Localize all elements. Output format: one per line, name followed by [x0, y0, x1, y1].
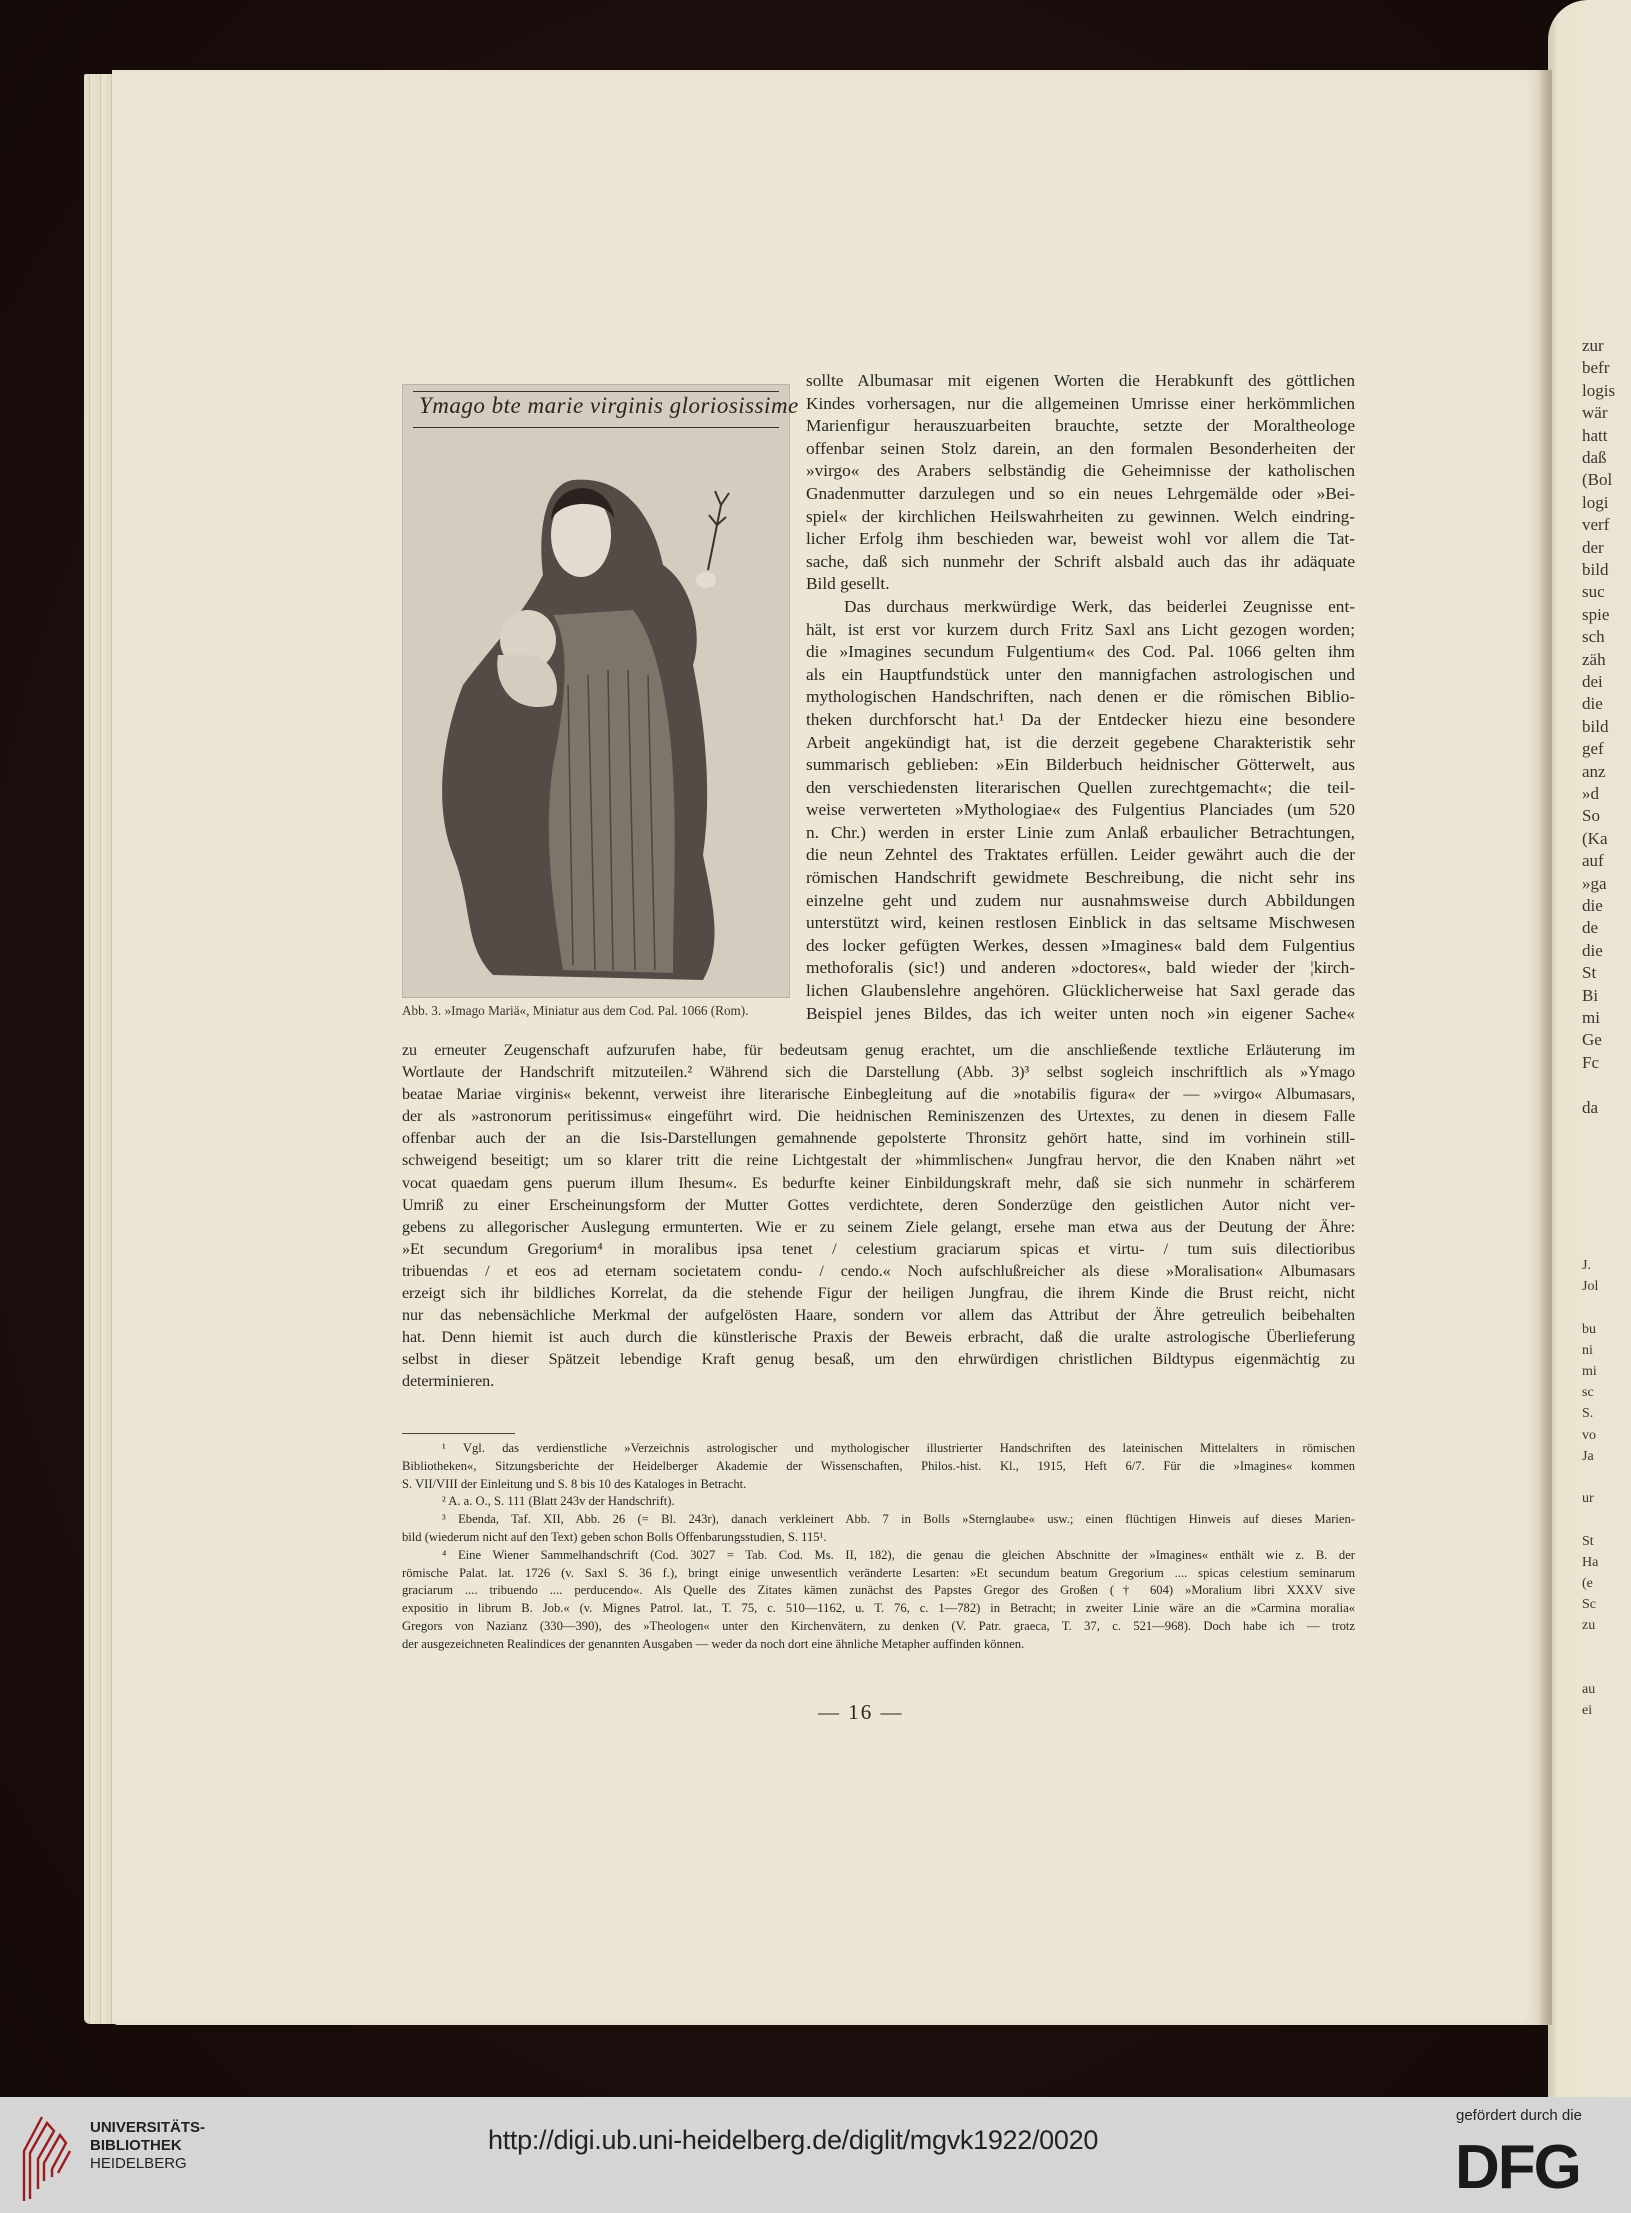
text-line: graciarum .... tribuendo .... perducendo«. Als Quelle des Zitates kämen zunächst des Papstes Gregor des Großen († 604) »Moralium libri XXXV sive: [402, 1583, 1355, 1598]
text-line: römische Palat. lat. 1726 (v. Saxl S. 36 f.), bringt einige unwesentlich veränderte Lesarten: »Et secundum beatum Gregorium .... spicas celestium seminarum: [402, 1565, 1355, 1580]
text-line: lichen Glaubenslehre angehören. Glücklicherweise hat Saxl gerade das: [806, 981, 1355, 1001]
next-page-note-fragment: au: [1582, 1682, 1596, 1697]
text-line: Umriß zu einer Erscheinungsform der Mutter Gottes verdichtete, deren Sonderzüge den geistlichen Autor nicht ver-: [402, 1196, 1355, 1214]
page-gutter-shadow: [1538, 70, 1552, 2025]
next-page-fragment: »d: [1582, 784, 1599, 803]
next-page-fragment: daß: [1582, 448, 1607, 467]
text-line: hat. Denn hiemit ist auch durch die künstlerische Praxis der Beweis erbracht, daß die uralte astrologische Überlieferung: [402, 1329, 1355, 1347]
next-page-fragment: logis: [1582, 380, 1616, 400]
text-line: ⁴ Eine Wiener Sammelhandschrift (Cod. 3027 = Tab. Cod. Ms. II, 182), die genau die gleichen Abschnitte der »Imagines« enthält wie z. B. der: [442, 1547, 1355, 1562]
text-line: zu erneuter Zeugenschaft aufzurufen habe, für bedeutsam genug erachtet, um die anschließende textliche Erläuterung im: [402, 1042, 1355, 1059]
text-line: vocat quaedam gens puerum illum Ihesum«. Es bedurfte keiner Einbildungskraft mehr, daß sie sich nunmehr in schärferem: [402, 1174, 1355, 1192]
text-line: mythologischen Handschriften, nach denen er die römischen Biblio-: [806, 687, 1355, 707]
next-page-fragment: zur: [1582, 336, 1604, 355]
next-page-note-fragment: bu: [1582, 1321, 1596, 1337]
text-line: den verschiedensten literarischen Quellen zurechtgemacht«; die teil-: [806, 777, 1355, 797]
right-text-column: [806, 370, 1355, 1025]
text-line: offenbar seinen Stolz darein, an den formalen Besonderheiten der: [806, 438, 1355, 458]
text-line: n. Chr.) werden in erster Linie zum Anlaß erbaulicher Betrachtungen,: [806, 822, 1355, 842]
text-line: beatae Mariae virginis« bekennt, verweist ihre literarische Einbegleitung auf die »notabilis figura« der — »virgo« Albumasars,: [402, 1086, 1355, 1104]
next-page-fragment: gef: [1582, 739, 1604, 759]
footnote-rule: [402, 1433, 515, 1434]
text-line: Das durchaus merkwürdige Werk, das beiderlei Zeugnisse ent-: [844, 596, 1355, 616]
next-page-note-fragment: Jol: [1582, 1279, 1599, 1295]
text-line: spiel« der kirchlichen Heilswahrheiten zu gewinnen. Welch eindring-: [806, 506, 1355, 526]
text-line: Bibliotheken«, Sitzungsberichte der Heidelberger Akademie der Wissenschaften, Philos.-hist. Kl., 1915, Heft 6/7. Für die »Imagines« kommen: [402, 1458, 1355, 1473]
next-page-note-fragment: mi: [1582, 1364, 1597, 1379]
next-page-fragment: da: [1582, 1097, 1599, 1117]
page-number: — 16 —: [818, 1700, 904, 1724]
text-line: licher Erfolg ihm beschieden war, beweist wohl vor allem die Tat-: [806, 529, 1355, 549]
dfg-logo: DFG: [1455, 2133, 1580, 2202]
text-line: ² A. a. O., S. 111 (Blatt 243v der Handschrift).: [442, 1494, 675, 1509]
next-page-fragment: »ga: [1582, 873, 1607, 893]
text-line: erzeigt sich ihr bildliches Korrelat, da die stehende Figur der heiligen Jungfrau, die ihrem Kinde die Brust reicht, nicht: [402, 1285, 1355, 1303]
next-page-fragment: St: [1582, 963, 1597, 983]
text-line: offenbar auch der an die Isis-Darstellungen gemahnende gepolsterte Thronsitz gehört hatte, sind im vorhinein still-: [402, 1130, 1355, 1148]
next-page-fragment: befr: [1582, 358, 1610, 378]
text-line: der ausgezeichneten Realindices der genannten Ausgaben — weder da noch dort eine ähnliche Metapher auffinden können.: [402, 1636, 1025, 1651]
next-page-fragment: dei: [1582, 672, 1603, 691]
text-line: Kindes vorhersagen, nur die allgemeinen Umrisse einer herkömmlichen: [806, 393, 1355, 413]
next-page-fragment: anz: [1582, 761, 1606, 781]
text-line: römischen Handschrift gewidmete Beschreibung, die nicht sehr ins: [806, 868, 1355, 888]
text-line: »virgo« des Arabers selbständig die Geheimnisse der katholischen: [806, 461, 1355, 481]
next-page-note-fragment: sc: [1582, 1385, 1594, 1401]
madonna-illustration: [403, 385, 789, 997]
text-line: als ein Hauptfundstück unter den mannigfachen astrologischen und: [806, 664, 1355, 684]
text-line: Arbeit angekündigt hat, ist die derzeit gegebene Charakteristik sehr: [806, 732, 1355, 752]
text-line: sache, daß sich nunmehr der Schrift alsbald auch das ihr adäquate: [806, 551, 1355, 571]
next-page-note-fragment: Ja: [1582, 1448, 1594, 1464]
library-name-line1: UNIVERSITÄTS-: [90, 2119, 206, 2136]
permalink-url[interactable]: http://digi.ub.uni-heidelberg.de/diglit/mgvk1922/0020: [488, 2125, 1099, 2155]
next-page-fragment: de: [1582, 918, 1599, 938]
next-page-note-fragment: zu: [1582, 1618, 1596, 1634]
next-page-fragment: hatt: [1582, 425, 1608, 445]
text-line: ¹ Vgl. das verdienstliche »Verzeichnis astrologischer und mythologischer illustrierter Handschriften des lateinischen Mittelalters in römischen: [442, 1441, 1355, 1455]
text-line: Bild gesellt.: [806, 574, 890, 594]
next-page-fragment: verf: [1582, 515, 1610, 535]
text-line: Beispiel jenes Bildes, das ich weiter unten noch »in eigener Sache«: [806, 1003, 1355, 1023]
text-line: S. VII/VIII der Einleitung und S. 8 bis 10 des Kataloges in Betracht.: [402, 1476, 747, 1491]
next-page-fragment: suc: [1582, 582, 1605, 602]
next-page-fragment: sch: [1582, 627, 1605, 647]
next-page-fragment: logi: [1582, 492, 1609, 512]
miniature-figure: [402, 384, 799, 998]
next-page-fragment: die: [1582, 940, 1603, 960]
text-line: »Et secundum Gregorium⁴ in moralibus ipsa tenet / celestium graciarum spicas et virtu- / tum suis dilectioribus: [402, 1240, 1355, 1258]
library-name: [90, 2119, 205, 2173]
text-line: der als »astronorum peritissimus« eingeführt wird. Die heidnischen Reminiszenzen des Urtextes, zu denen in diesem Falle: [402, 1108, 1355, 1126]
text-line: einzelne geht und zudem nur ausnahmsweise durch Abbildungen: [806, 890, 1355, 910]
text-line: ³ Ebenda, Taf. XII, Abb. 26 (= Bl. 243r), danach verkleinert Abb. 7 in Bolls »Sternglaube« usw.; einen flüchtigen Hinweis auf dieses Marien-: [442, 1512, 1355, 1527]
text-line: die »Imagines secundum Fulgentium« des Cod. Pal. 1066 gelten ihm: [806, 642, 1355, 662]
next-page-note-fragment: ei: [1582, 1703, 1593, 1719]
next-page-fragment: die: [1582, 694, 1603, 714]
text-line: hält, ist erst vor kurzem durch Fritz Saxl ans Licht gezogen worden;: [806, 619, 1355, 639]
text-line: gebens zu allegorischer Auslegung ermunterten. Wie er zu seinem Ziele gelangt, ersehe man etwa aus der Deutung der Ähre:: [402, 1218, 1355, 1236]
figure-inscription: Ymago bte marie virginis gloriosissime: [419, 393, 799, 418]
text-line: bild (wiederum nicht auf den Text) geben schon Bolls Offenbarungsstudien, S. 115¹.: [402, 1529, 827, 1544]
text-line: Gregors von Nazianz (330—390), des »Theologen« unter den Kirchenvätern, zu denken (V. Patr. graeca, T. 37, c. 521—968). Doch habe ich — trotz: [402, 1618, 1355, 1633]
figure-caption: Abb. 3. »Imago Mariä«, Miniatur aus dem Cod. Pal. 1066 (Rom).: [402, 1003, 749, 1018]
next-page-note-fragment: ni: [1582, 1342, 1593, 1358]
next-page-fragment: (Ka: [1582, 828, 1608, 848]
next-page-fragment: spie: [1582, 604, 1610, 624]
next-page-fragment: Fc: [1582, 1052, 1599, 1072]
next-page-fragment: mi: [1582, 1008, 1600, 1027]
next-page-note-fragment: ur: [1582, 1491, 1594, 1507]
text-line: Gnadenmutter darzulegen und so ein neues Lehrgemälde oder »Bei-: [806, 483, 1355, 503]
next-page-fragment: wär: [1582, 403, 1608, 423]
ub-heidelberg-logo-icon: [14, 2111, 78, 2206]
text-line: des locker gefügten Werkes, dessen »Imagines« bald dem Fulgentius: [806, 935, 1355, 955]
next-page-note-fragment: Ha: [1582, 1554, 1599, 1570]
text-line: summarisch geblieben: »Ein Bilderbuch heidnischer Götterwelt, aus: [806, 755, 1355, 775]
library-name-line3: HEIDELBERG: [90, 2155, 187, 2172]
text-line: methoforalis (sic!) und anderen »doctores«, bald wieder der ¦kirch-: [806, 958, 1355, 978]
next-page-note-fragment: S.: [1582, 1406, 1594, 1422]
text-line: tribuendas / et eos ad eternam societatem condu- / cendo.« Noch aufschlußreicher als diese »Moralisation« Albumasars: [402, 1262, 1355, 1280]
text-line: selbst in dieser Spätzeit lebendige Kraft genug besaß, um den ehrwürdigen christlichen Bildtypus eigenmächtig zu: [402, 1351, 1355, 1369]
next-page-fragment: So: [1582, 806, 1600, 826]
text-line: theken durchforscht hat.¹ Da der Entdecker hiezu eine besondere: [806, 709, 1355, 729]
next-page-note-fragment: J.: [1582, 1258, 1591, 1273]
text-line: Wortlaute der Handschrift mitzuteilen.² Während sich die Darstellung (Abb. 3)³ selbst sogleich inschriftlich als »Ymago: [402, 1064, 1355, 1082]
text-line: unterstützt wird, keinen restlosen Einblick in das seltsame Mischwesen: [806, 913, 1355, 933]
footnotes: [402, 1440, 1355, 1654]
next-page-fragment: bild: [1582, 560, 1609, 579]
text-line: die neun Zehntel des Traktates erfüllen. Leider gewährt auch die der: [806, 845, 1355, 865]
text-line: determinieren.: [402, 1373, 494, 1391]
text-line: weise verwerteten »Mythologiae« des Fulgentius Planciades (um 520: [806, 800, 1355, 820]
next-page-note-fragment: (e: [1582, 1576, 1593, 1591]
full-width-text: [402, 1040, 1355, 1394]
next-page-note-fragment: Sc: [1582, 1597, 1596, 1613]
next-page-note-fragment: vo: [1582, 1427, 1596, 1443]
library-name-line2: BIBLIOTHEK: [90, 2137, 182, 2154]
next-page-fragment: der: [1582, 537, 1604, 557]
funded-by-label: gefördert durch die: [1456, 2107, 1582, 2124]
text-line: nur das nebensächliche Merkmal der aufgelösten Haare, sondern vor allem das Attribut der Ähre getreulich beibehalten: [402, 1307, 1355, 1325]
text-line: expositio in librum B. Job.« (v. Mignes Patrol. lat., T. 75, c. 510—1162, u. T. 76, c. 1—782) in Betracht; in zweiter Linie wäre an die »Carmina moralia«: [402, 1601, 1355, 1616]
next-page-fragment: (Bol: [1582, 470, 1613, 490]
next-page-fragment: Bi: [1582, 985, 1599, 1005]
next-page-fragment: auf: [1582, 851, 1604, 871]
next-page-fragment: die: [1582, 896, 1603, 915]
text-line: Marienfigur herauszuarbeiten brauchte, setzte der Moraltheologe: [806, 416, 1355, 436]
next-page-note-fragment: St: [1582, 1533, 1594, 1549]
footer-bar: [0, 2097, 1631, 2213]
text-line: sollte Albumasar mit eigenen Worten die Herabkunft des göttlichen: [806, 371, 1355, 390]
next-page-fragment: Ge: [1582, 1030, 1602, 1050]
text-line: schweigend beseitigt; um so klarer tritt die reine Lichtgestalt der »himmlischen« Jungfrau hervor, die den Knaben nährt »et: [402, 1152, 1355, 1170]
next-page-fragment: bild: [1582, 716, 1609, 736]
next-page-fragment: zäh: [1582, 649, 1606, 669]
